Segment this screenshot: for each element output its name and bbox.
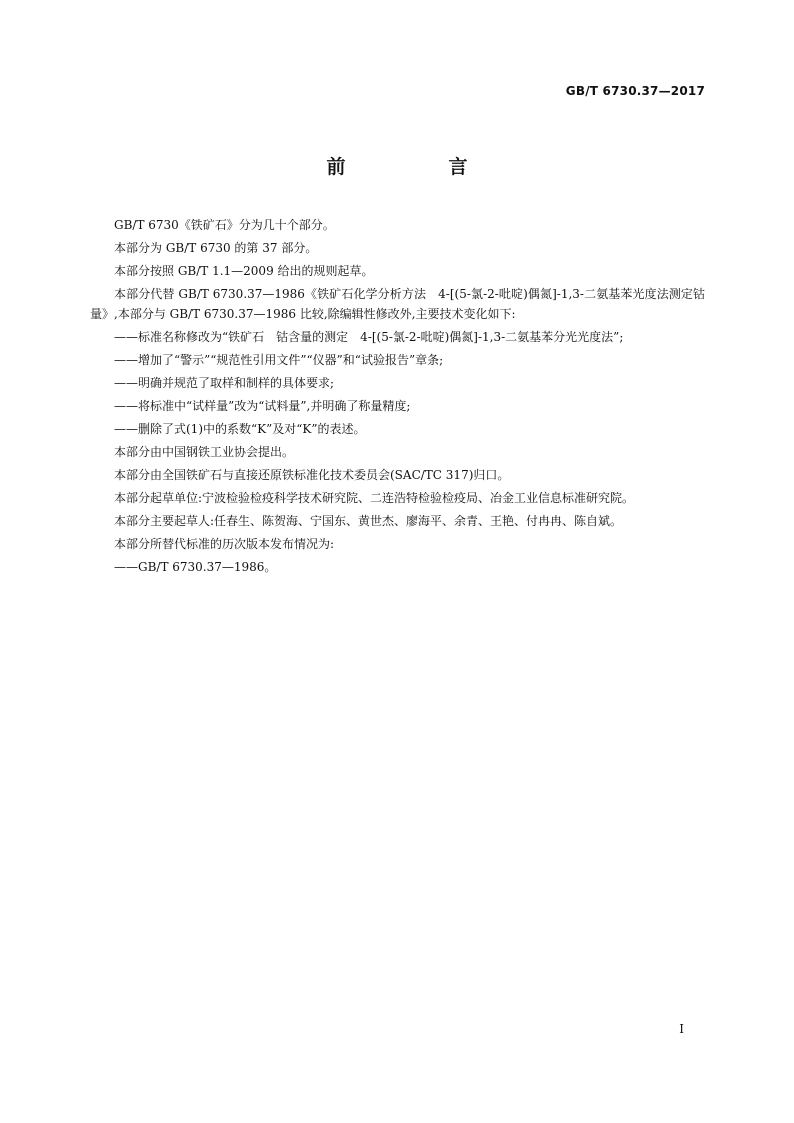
page-number: I [679,1022,684,1036]
paragraph: 本部分为 GB/T 6730 的第 37 部分。 [114,241,318,255]
paragraph: 本部分代替 GB/T 6730.37—1986《铁矿石化学分析方法 4-[(5-氯-2-吡啶)偶氮]-1,3-二氨基苯光度法测定钴量》,本部分与 GB/T 6730.37—1986 比较,除编辑性修改外,主要技术变化如下: [90,287,705,321]
paragraph: GB/T 6730《铁矿石》分为几十个部分。 [114,218,335,232]
list-item: ——标准名称修改为“铁矿石 钴含量的测定 4-[(5-氯-2-吡啶)偶氮]-1,3-二氨基苯分光光度法”; [114,330,624,344]
paragraph: 本部分起草单位:宁波检验检疫科学技术研究院、二连浩特检验检疫局、冶金工业信息标准研究院。 [114,491,635,505]
foreword-body [90,215,705,580]
list-item: ——明确并规范了取样和制样的具体要求; [114,376,335,390]
paragraph: 本部分按照 GB/T 1.1—2009 给出的规则起草。 [114,264,374,278]
page-title: 前 言 [326,156,510,178]
paragraph: 本部分由全国铁矿石与直接还原铁标准化技术委员会(SAC/TC 317)归口。 [114,468,510,482]
list-item: ——GB/T 6730.37—1986。 [114,560,277,574]
list-item: ——将标准中“试样量”改为“试料量”,并明确了称量精度; [114,399,411,413]
paragraph: 本部分所替代标准的历次版本发布情况为: [114,537,335,551]
paragraph: 本部分由中国钢铁工业协会提出。 [114,445,295,459]
list-item: ——删除了式(1)中的系数“K”及对“K”的表述。 [114,422,366,436]
paragraph: 本部分主要起草人:任春生、陈贺海、宁国东、黄世杰、廖海平、余青、王艳、付冉冉、陈自斌。 [114,514,623,528]
list-item: ——增加了“警示”“规范性引用文件”“仪器”和“试验报告”章条; [114,353,444,367]
standard-code: GB/T 6730.37—2017 [565,84,705,98]
